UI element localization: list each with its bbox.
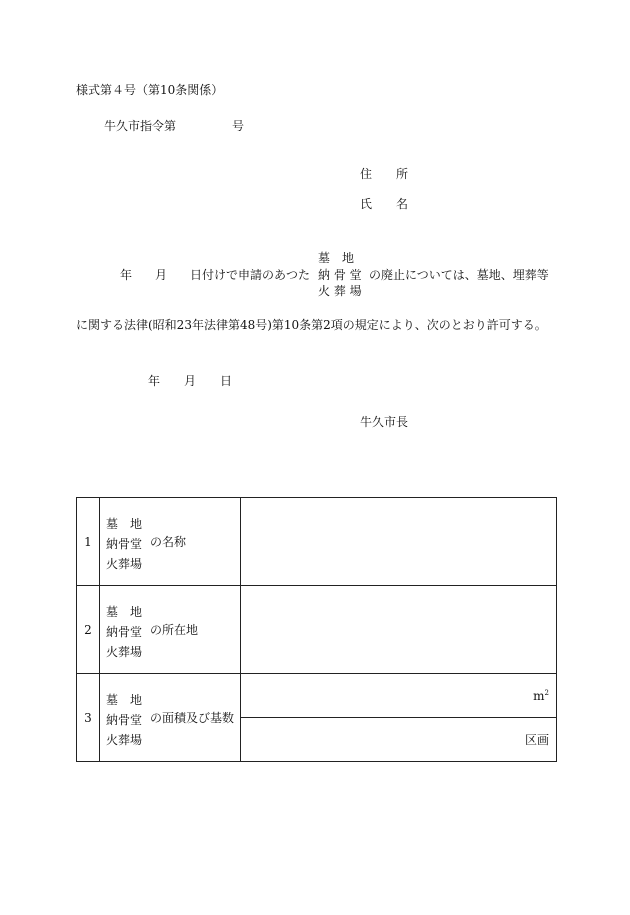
application-date-phrase: 日付けで申請のあつた (190, 268, 311, 282)
count-unit: 区画 (524, 732, 549, 747)
area-unit: $m^2$ (533, 688, 549, 703)
application-month: 月 (155, 268, 168, 282)
address-label: 住 所 (360, 167, 409, 181)
value-cell[interactable] (241, 498, 557, 586)
facility-type-stack: 墓 地 納骨堂 火葬場 (106, 693, 143, 747)
row-number: 2 (77, 586, 100, 674)
permit-details-table (76, 497, 557, 762)
application-year: 年 (120, 268, 133, 282)
issue-day: 日 (220, 374, 233, 388)
issue-month: 月 (184, 374, 197, 388)
issuer: 牛久市長 (360, 415, 409, 429)
row-number: 1 (77, 498, 100, 586)
area-value-cell[interactable] (241, 674, 557, 718)
issue-year: 年 (148, 374, 161, 388)
command-number-suffix: 号 (232, 119, 245, 133)
value-cell[interactable] (241, 586, 557, 674)
form-title: 様式第４号（第10条関係） (76, 83, 224, 97)
row-item-name: の名称 (150, 534, 187, 549)
facility-type-cemetery: 墓 地 (318, 251, 355, 265)
row-label (100, 674, 241, 762)
row-item-location: の所在地 (150, 622, 199, 637)
table-row (77, 498, 557, 586)
name-label: 氏 名 (360, 197, 409, 211)
row-label (100, 498, 241, 586)
row-number: 3 (77, 674, 100, 762)
row-item-area-count: の面積及び基数 (150, 710, 235, 725)
table-row (77, 586, 557, 674)
facility-type-ossuary: 納 骨 堂 (318, 268, 362, 282)
table-row (77, 674, 557, 718)
legal-basis-sentence: に関する法律(昭和23年法律第48号)第10条第2項の規定により、次のとおり許可する。 (76, 318, 547, 332)
facility-type-crematorium: 火 葬 場 (318, 284, 362, 298)
facility-type-stack: 墓 地 納骨堂 火葬場 (106, 605, 143, 659)
abolition-phrase: の廃止については、墓地、埋葬等 (369, 268, 549, 282)
command-number-prefix: 牛久市指令第 (104, 119, 177, 133)
facility-type-stack: 墓 地 納骨堂 火葬場 (106, 517, 143, 571)
count-value-cell[interactable] (241, 718, 557, 762)
row-label (100, 586, 241, 674)
